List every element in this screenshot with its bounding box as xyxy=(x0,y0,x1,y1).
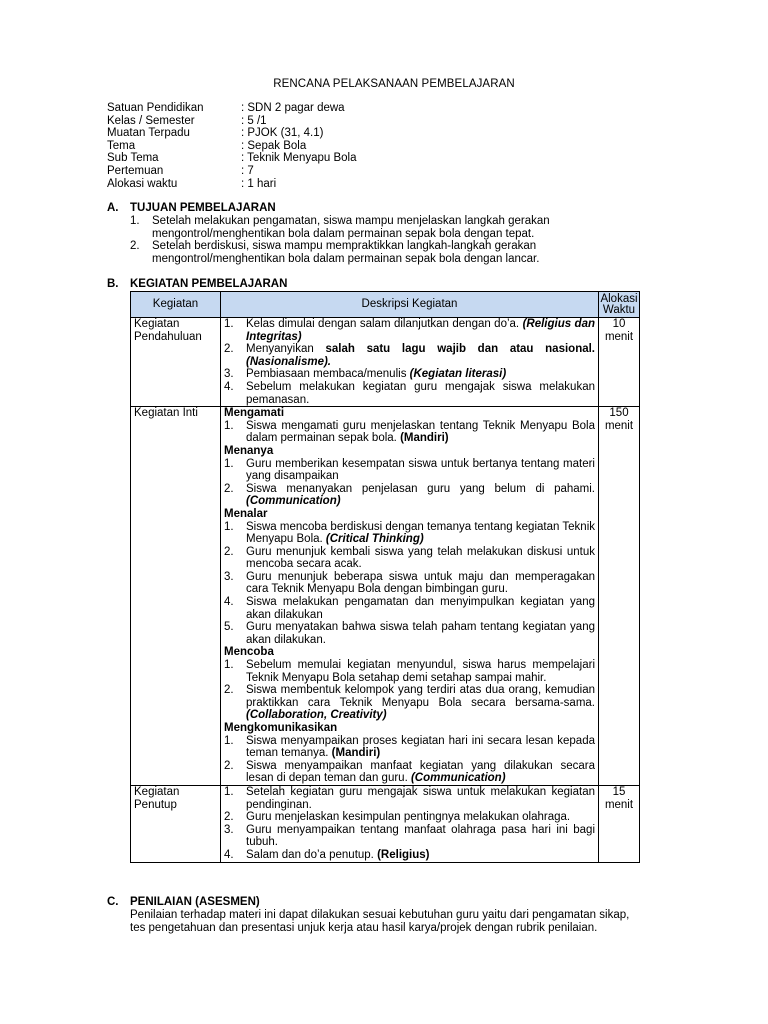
item-text-plain: Siswa menanyakan penjelasan guru yang belum di pahami. xyxy=(246,482,595,495)
table-header-row xyxy=(131,292,640,318)
list-item xyxy=(224,811,595,824)
item-text-plain: Pembiasaan membaca/menulis xyxy=(246,368,407,381)
item-number: 2. xyxy=(224,684,234,697)
item-number: 2. xyxy=(224,482,234,495)
subheading-menalar: Menalar xyxy=(224,507,268,520)
info-value: : 7 xyxy=(241,164,254,177)
character-tag: (Nasionalisme). xyxy=(246,355,331,368)
character-tag: (Communication) xyxy=(410,772,506,785)
info-label: Tema xyxy=(107,139,136,152)
list-item xyxy=(130,240,600,265)
item-number: 2. xyxy=(224,811,234,824)
kegiatan-desc xyxy=(221,407,599,786)
item-text: Guru menyatakan bahwa siswa telah paham tentang kegiatan yang akan dilakukan. xyxy=(246,621,595,646)
document-title: RENCANA PELAKSANAAN PEMBELAJARAN xyxy=(273,78,515,90)
kegiatan-table xyxy=(130,291,640,863)
subheading-mengamati: Mengamati xyxy=(224,407,285,420)
item-text: Guru menunjuk beberapa siswa untuk maju dan memperagakan cara Teknik Menyapu Bola dengan bimbingan guru. xyxy=(246,570,595,596)
info-row xyxy=(107,178,357,191)
list-item xyxy=(224,684,595,722)
info-label: Muatan Terpadu xyxy=(107,127,190,140)
item-number: 1. xyxy=(224,520,234,533)
info-block xyxy=(107,102,357,190)
item-text-bold: salah satu lagu wajib dan atau nasional. xyxy=(325,343,595,356)
item-number: 4. xyxy=(224,596,234,609)
info-value: : 1 hari xyxy=(241,177,277,190)
item-text-plain: Kelas dimulai dengan salam dilanjutkan dengan do’a. xyxy=(246,318,520,330)
list-item xyxy=(224,521,595,546)
info-value: : Teknik Menyapu Bola xyxy=(241,152,357,165)
item-number: 4. xyxy=(224,380,234,393)
info-value: : SDN 2 pagar dewa xyxy=(241,102,345,114)
item-text-plain: Siswa mengamati guru menjelaskan tentang Teknik Menyapu Bola dalam permainan sepak bola. xyxy=(246,419,595,445)
character-tag: (Religius) xyxy=(377,848,430,861)
list-item xyxy=(224,849,595,862)
kegiatan-name: Kegiatan Pendahuluan xyxy=(131,318,221,407)
info-value: : Sepak Bola xyxy=(241,139,307,152)
item-text: Sebelum melakukan kegiatan guru mengajak siswa melakukan pemanasan. xyxy=(246,380,595,406)
section-letter: B. xyxy=(107,278,119,290)
item-number: 2. xyxy=(224,759,234,772)
section-title: PENILAIAN (ASESMEN) xyxy=(130,896,260,908)
list-item xyxy=(224,381,595,406)
item-text-plain: Siswa membentuk kelompok yang terdiri atas dua orang, kemudian praktikkan cara Teknik Menyapu Bola secara bersama-sama. xyxy=(246,684,595,709)
list-item xyxy=(224,659,595,684)
list-item xyxy=(130,215,600,240)
section-c-heading xyxy=(107,896,260,909)
item-text xyxy=(246,420,595,445)
penilaian-text: Penilaian terhadap materi ini dapat dilakukan sesuai kebutuhan guru yaitu dari pengamatan sikap, tes pengetahuan dan presentasi unjuk kerja atau hasil karya/projek dengan rubrik penilaian. xyxy=(130,909,630,934)
item-text: Siswa melakukan pengamatan dan menyimpulkan kegiatan yang akan dilakukan xyxy=(246,596,595,621)
table-row xyxy=(131,407,640,786)
item-number: 5. xyxy=(224,621,234,634)
header-deskripsi: Deskripsi Kegiatan xyxy=(221,292,599,318)
section-b-heading xyxy=(107,278,287,291)
item-text: Setelah berdiskusi, siswa mampu mempraktikkan langkah-langkah gerakan mengontrol/menghentikan bola dalam permainan sepak bola dengan lancar. xyxy=(152,240,540,265)
item-text: Guru menyampaikan tentang manfaat olahraga pasa hari ini bagi tubuh. xyxy=(246,823,595,849)
item-number: 1. xyxy=(130,215,140,227)
info-row xyxy=(107,102,357,115)
subheading-mengkomunikasikan: Mengkomunikasikan xyxy=(224,722,338,734)
item-text xyxy=(246,760,595,785)
item-text xyxy=(246,483,595,508)
section-letter: A. xyxy=(107,202,119,214)
item-text: Setelah melakukan pengamatan, siswa mampu menjelaskan langkah gerakan mengontrol/menghentikan bola dalam permainan sepak bola dengan tepat. xyxy=(152,215,550,240)
item-number: 4. xyxy=(224,848,234,861)
item-text-plain: Menyanyikan xyxy=(246,343,314,356)
character-tag: (Communication) xyxy=(246,495,341,508)
header-kegiatan: Kegiatan xyxy=(131,292,221,318)
item-text: Guru menjelaskan kesimpulan pentingnya melakukan olahraga. xyxy=(246,811,571,824)
info-value: : 5 /1 xyxy=(241,114,267,127)
item-text xyxy=(246,849,595,862)
kegiatan-name: Kegiatan Inti xyxy=(131,407,221,786)
item-text-plain: Salam dan do’a penutup. xyxy=(246,848,374,861)
item-number: 1. xyxy=(224,318,234,330)
item-number: 1. xyxy=(224,734,234,747)
info-label: Kelas / Semester xyxy=(107,114,195,127)
list-item xyxy=(224,343,595,368)
list-item xyxy=(224,483,595,508)
item-text xyxy=(246,735,595,760)
kegiatan-desc xyxy=(221,318,599,407)
item-number: 1. xyxy=(224,659,234,672)
info-value: : PJOK (31, 4.1) xyxy=(241,127,324,140)
list-item xyxy=(224,596,595,621)
section-title: KEGIATAN PEMBELAJARAN xyxy=(130,278,288,290)
list-item xyxy=(224,368,595,381)
info-label: Pertemuan xyxy=(107,164,164,177)
info-row xyxy=(107,152,357,165)
item-number: 1. xyxy=(224,457,234,470)
item-number: 3. xyxy=(224,823,234,836)
item-text: Guru menunjuk kembali siswa yang telah melakukan diskusi untuk mencoba secara acak. xyxy=(246,545,595,571)
info-row xyxy=(107,115,357,128)
item-number: 2. xyxy=(224,343,234,356)
item-text-plain: Siswa menyampaikan proses kegiatan hari ini secara lesan kepada teman temanya. xyxy=(246,734,595,760)
character-tag: (Collaboration, Creativity) xyxy=(246,709,387,722)
item-text xyxy=(246,318,595,343)
character-tag: (Mandiri) xyxy=(331,747,381,760)
alokasi-waktu: 10 menit xyxy=(599,318,640,407)
info-row xyxy=(107,140,357,153)
info-label: Sub Tema xyxy=(107,152,159,165)
character-tag: (Kegiatan literasi) xyxy=(409,368,507,381)
list-item xyxy=(224,318,595,343)
list-item xyxy=(224,760,595,785)
item-number: 3. xyxy=(224,570,234,583)
table-row xyxy=(131,785,640,862)
item-text xyxy=(246,521,595,546)
alokasi-waktu: 150 menit xyxy=(599,407,640,786)
section-title: TUJUAN PEMBELAJARAN xyxy=(130,202,276,214)
subheading-mencoba: Mencoba xyxy=(224,646,274,659)
list-item xyxy=(224,546,595,571)
info-label: Satuan Pendidikan xyxy=(107,102,204,114)
character-tag: (Religius dan Integritas) xyxy=(246,318,595,343)
character-tag: (Mandiri) xyxy=(400,432,449,445)
tujuan-list xyxy=(130,215,600,265)
list-item xyxy=(224,420,595,445)
list-item xyxy=(224,786,595,811)
list-item xyxy=(224,571,595,596)
item-text: Sebelum memulai kegiatan menyundul, siswa harus mempelajari Teknik Menyapu Bola setahap demi setahap sampai mahir. xyxy=(246,659,595,684)
section-a-heading xyxy=(107,202,276,215)
item-text: Setelah kegiatan guru mengajak siswa untuk melakukan kegiatan pendinginan. xyxy=(246,785,595,811)
subheading-menanya: Menanya xyxy=(224,444,274,457)
info-row xyxy=(107,165,357,178)
kegiatan-desc xyxy=(221,785,599,862)
list-item xyxy=(224,621,595,646)
item-text: Guru memberikan kesempatan siswa untuk bertanya tentang materi yang disampaikan xyxy=(246,457,595,483)
item-text-plain: Siswa mencoba berdiskusi dengan temanya tentang kegiatan Teknik Menyapu Bola. xyxy=(246,520,595,546)
item-number: 2. xyxy=(224,545,234,558)
info-row xyxy=(107,127,357,140)
table-row xyxy=(131,318,640,407)
section-letter: C. xyxy=(107,896,119,908)
header-alokasi: Alokasi Waktu xyxy=(600,292,638,316)
list-item xyxy=(224,458,595,483)
item-text-plain: Siswa menyampaikan manfaat kegiatan yang dilakukan secara lesan di depan teman dan guru. xyxy=(246,759,595,785)
item-text xyxy=(246,684,595,722)
kegiatan-name: Kegiatan Penutup xyxy=(131,785,221,862)
info-label: Alokasi waktu xyxy=(107,177,178,190)
item-text xyxy=(246,368,595,381)
item-text xyxy=(246,343,595,368)
list-item xyxy=(224,735,595,760)
character-tag: (Critical Thinking) xyxy=(325,533,424,546)
alokasi-waktu: 15 menit xyxy=(599,785,640,862)
item-number: 3. xyxy=(224,368,234,381)
item-number: 1. xyxy=(224,419,234,432)
item-number: 2. xyxy=(130,240,140,253)
list-item xyxy=(224,824,595,849)
item-number: 1. xyxy=(224,785,234,798)
